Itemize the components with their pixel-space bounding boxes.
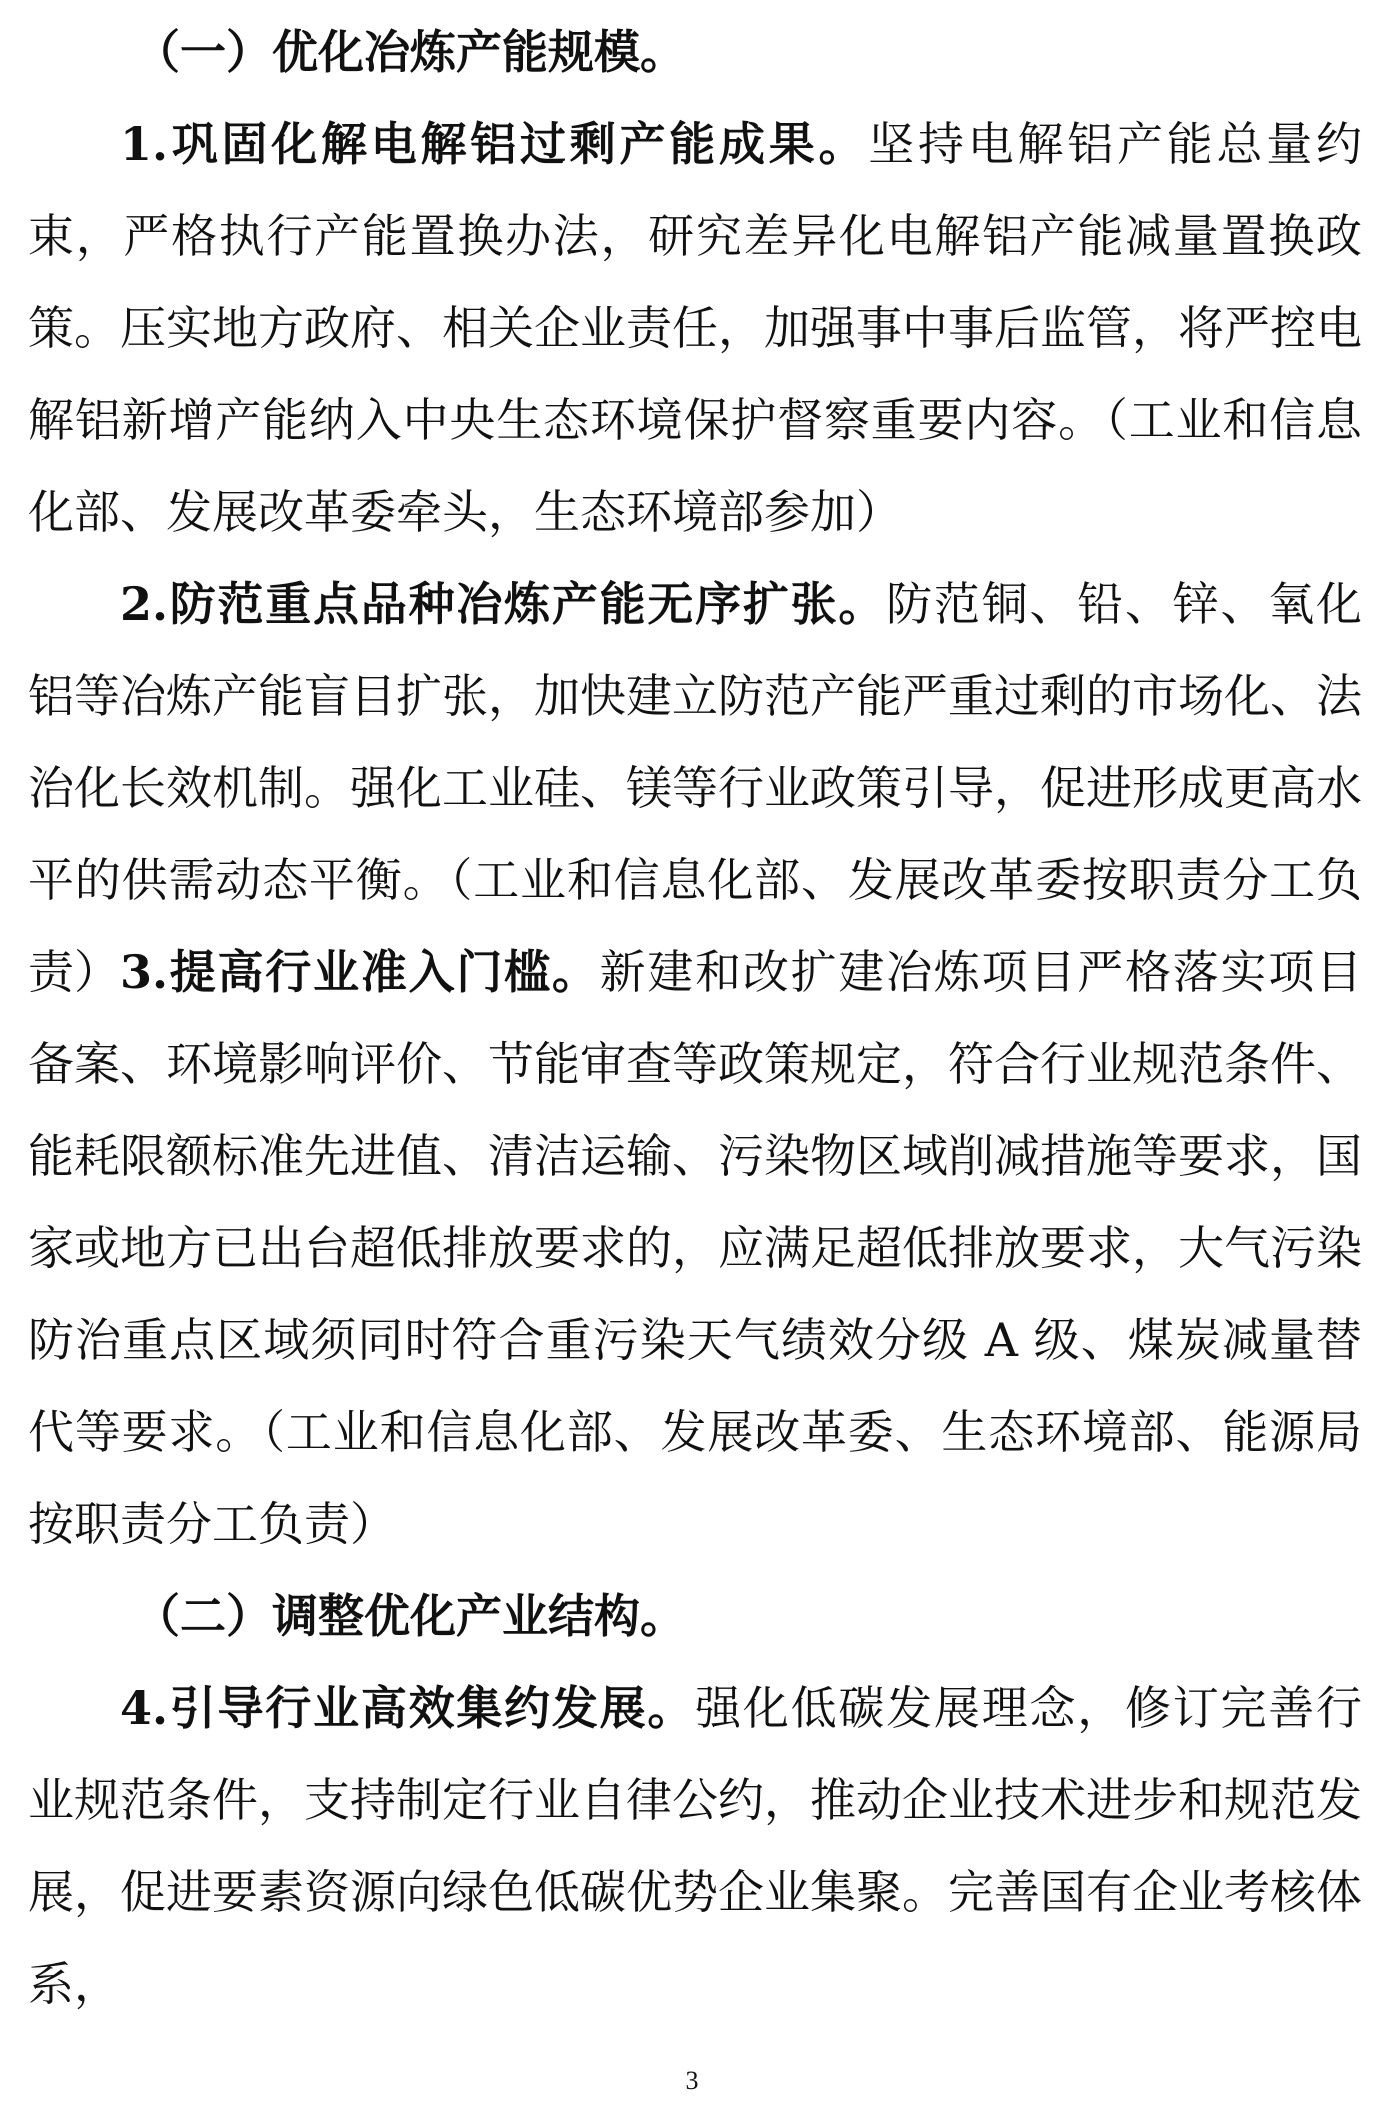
section-heading-1: （一）优化冶炼产能规模。: [134, 25, 686, 79]
page-number: 3: [685, 2066, 699, 2095]
paragraph-lead: 2.防范重点品种冶炼产能无序扩张。: [120, 577, 887, 631]
document-page: [28, 6, 1363, 2011]
paragraph-body: 坚持电解铝产能总量约束，严格执行产能置换办法，研究差异化电解铝产能减量置换政策。压实地方政府、相关企业责任，加强事中事后监管，将严控电解铝新增产能纳入中央生态环境保护督察重要内容。（工业和信息化部、发展改革委牵头，生态环境部参加）: [28, 117, 1363, 539]
paragraph-body: 强化低碳发展理念，修订完善行业规范条件，支持制定行业自律公约，推动企业技术进步和规范发展，促进要素资源向绿色低碳优势企业集聚。完善国有企业考核体系，: [28, 1681, 1363, 2011]
paragraph-body: 新建和改扩建冶炼项目严格落实项目备案、环境影响评价、节能审查等政策规定，符合行业规范条件、能耗限额标准先进值、清洁运输、污染物区域削减措施等要求，国家或地方已出台超低排放要求的，应满足超低排放要求，大气污染防治重点区域须同时符合重污染天气绩效分级 A 级、煤炭减量替代等要求。（工业和信息化部、发展改革委、生态环境部、能源局按职责分工负责）: [28, 945, 1362, 1551]
paragraph-body: 防范铜、铅、锌、氧化铝等冶炼产能盲目扩张，加快建立防范产能严重过剩的市场化、法治化长效机制。强化工业硅、镁等行业政策引导，促进形成更高水平的供需动态平衡。（工业和信息化部、发展改革委按职责分工负责）: [28, 577, 1363, 999]
paragraph-item-3: [28, 926, 1362, 1570]
paragraph-item-1: [28, 98, 1362, 558]
paragraph-lead: 4.引导行业高效集约发展。: [120, 1681, 696, 1735]
paragraph-lead: 1.巩固化解电解铝过剩产能成果。: [120, 117, 869, 171]
section-heading-2: （二）调整优化产业结构。: [134, 1589, 686, 1643]
paragraph-item-4: [28, 1662, 1363, 2011]
paragraph-lead: 3.提高行业准入门槛。: [120, 945, 600, 999]
